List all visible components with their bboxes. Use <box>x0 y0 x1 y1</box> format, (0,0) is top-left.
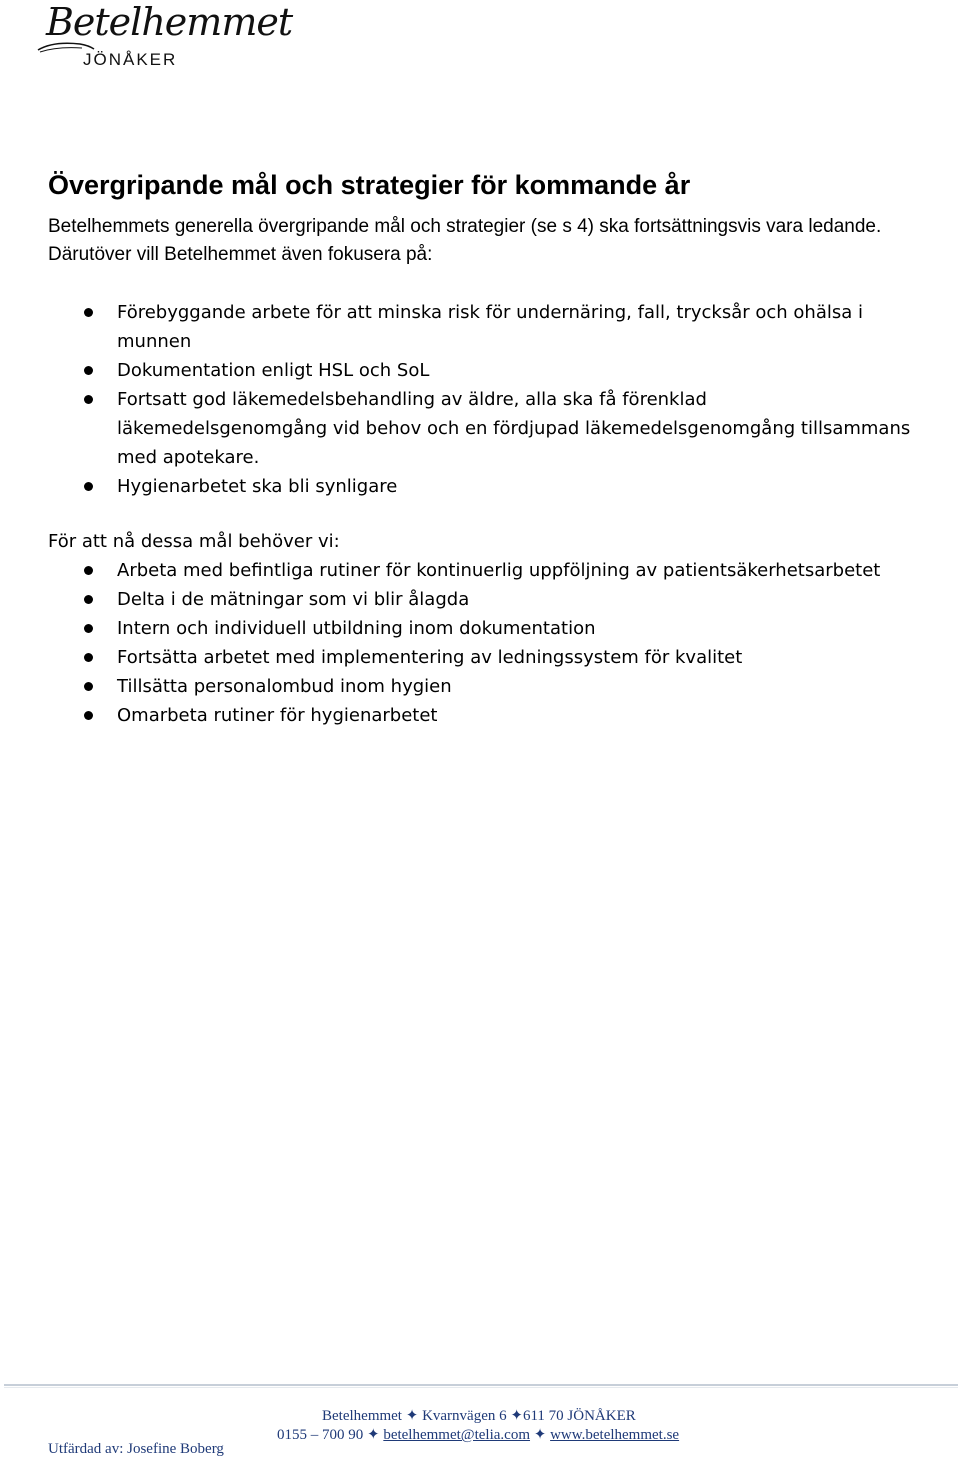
list-item <box>0 556 917 585</box>
list-item <box>0 672 917 701</box>
bullet-icon <box>84 566 93 575</box>
page-title: Övergripande mål och strategier för kommande år <box>48 170 691 200</box>
list-item <box>0 298 917 356</box>
bullet-icon <box>84 595 93 604</box>
bullet-icon <box>84 395 93 404</box>
list-item <box>0 356 917 385</box>
separator-star-icon: ✦ <box>405 1408 419 1424</box>
separator-star-icon: ✦ <box>510 1408 523 1424</box>
footer-street: Kvarnvägen 6 <box>422 1408 507 1424</box>
list-item <box>0 643 917 672</box>
footer-divider-shadow <box>4 1387 958 1388</box>
bullet-icon <box>84 366 93 375</box>
bullet-icon <box>84 482 93 491</box>
goals-list <box>0 298 917 501</box>
list-item <box>0 585 917 614</box>
footer-phone: 0155 – 700 90 <box>277 1427 364 1443</box>
issuer-note: Utfärdad av: Josefine Boberg <box>48 1441 224 1457</box>
bullet-icon <box>84 308 93 317</box>
separator-star-icon: ✦ <box>367 1427 380 1443</box>
needs-lead: För att nå dessa mål behöver vi: <box>48 531 340 552</box>
list-item-text: Hygienarbetet ska bli synligare <box>117 476 398 497</box>
bullet-icon <box>84 711 93 720</box>
footer-divider <box>4 1384 958 1386</box>
needs-list <box>0 556 917 730</box>
separator-star-icon: ✦ <box>533 1427 547 1443</box>
bullet-icon <box>84 653 93 662</box>
logo-location: JÖNÅKER <box>83 50 178 69</box>
list-item-text: Förebyggande arbete för att minska risk för undernäring, fall, trycksår och ohälsa i munnen <box>117 302 864 352</box>
list-item <box>0 472 917 501</box>
list-item-text: Intern och individuell utbildning inom dokumentation <box>117 618 596 639</box>
bullet-icon <box>84 624 93 633</box>
footer-email-link[interactable]: betelhemmet@telia.com <box>383 1427 531 1443</box>
list-item-text: Fortsätta arbetet med implementering av ledningssystem för kvalitet <box>117 647 743 668</box>
intro-paragraph: Betelhemmets generella övergripande mål och strategier (se s 4) ska fortsättningsvis vara ledande. Därutöver vill Betelhemmet även fokusera på: <box>48 216 882 265</box>
list-item-text: Fortsatt god läkemedelsbehandling av äldre, alla ska få förenklad läkemedelsgenomgång vid behov och en fördjupad läkemedelsgenomgång tillsammans med apotekare. <box>117 389 911 468</box>
bullet-icon <box>84 682 93 691</box>
list-item-text: Tillsätta personalombud inom hygien <box>117 676 452 697</box>
footer-postal: 611 70 JÖNÅKER <box>522 1408 636 1424</box>
footer-address-line <box>322 1406 636 1425</box>
list-item <box>0 614 917 643</box>
footer-org-name: Betelhemmet <box>322 1408 402 1424</box>
list-item-text: Arbeta med befintliga rutiner för kontinuerlig uppföljning av patientsäkerhetsarbetet <box>117 560 881 581</box>
list-item-text: Delta i de mätningar som vi blir ålagda <box>117 589 470 610</box>
footer-contact-line <box>277 1425 679 1444</box>
logo <box>36 0 293 72</box>
logo-wordmark: Betelhemmet <box>46 0 293 44</box>
list-item <box>0 701 917 730</box>
footer-website-link[interactable]: www.betelhemmet.se <box>550 1427 680 1443</box>
list-item-text: Omarbeta rutiner för hygienarbetet <box>117 705 438 726</box>
list-item <box>0 385 917 472</box>
list-item-text: Dokumentation enligt HSL och SoL <box>117 360 430 381</box>
